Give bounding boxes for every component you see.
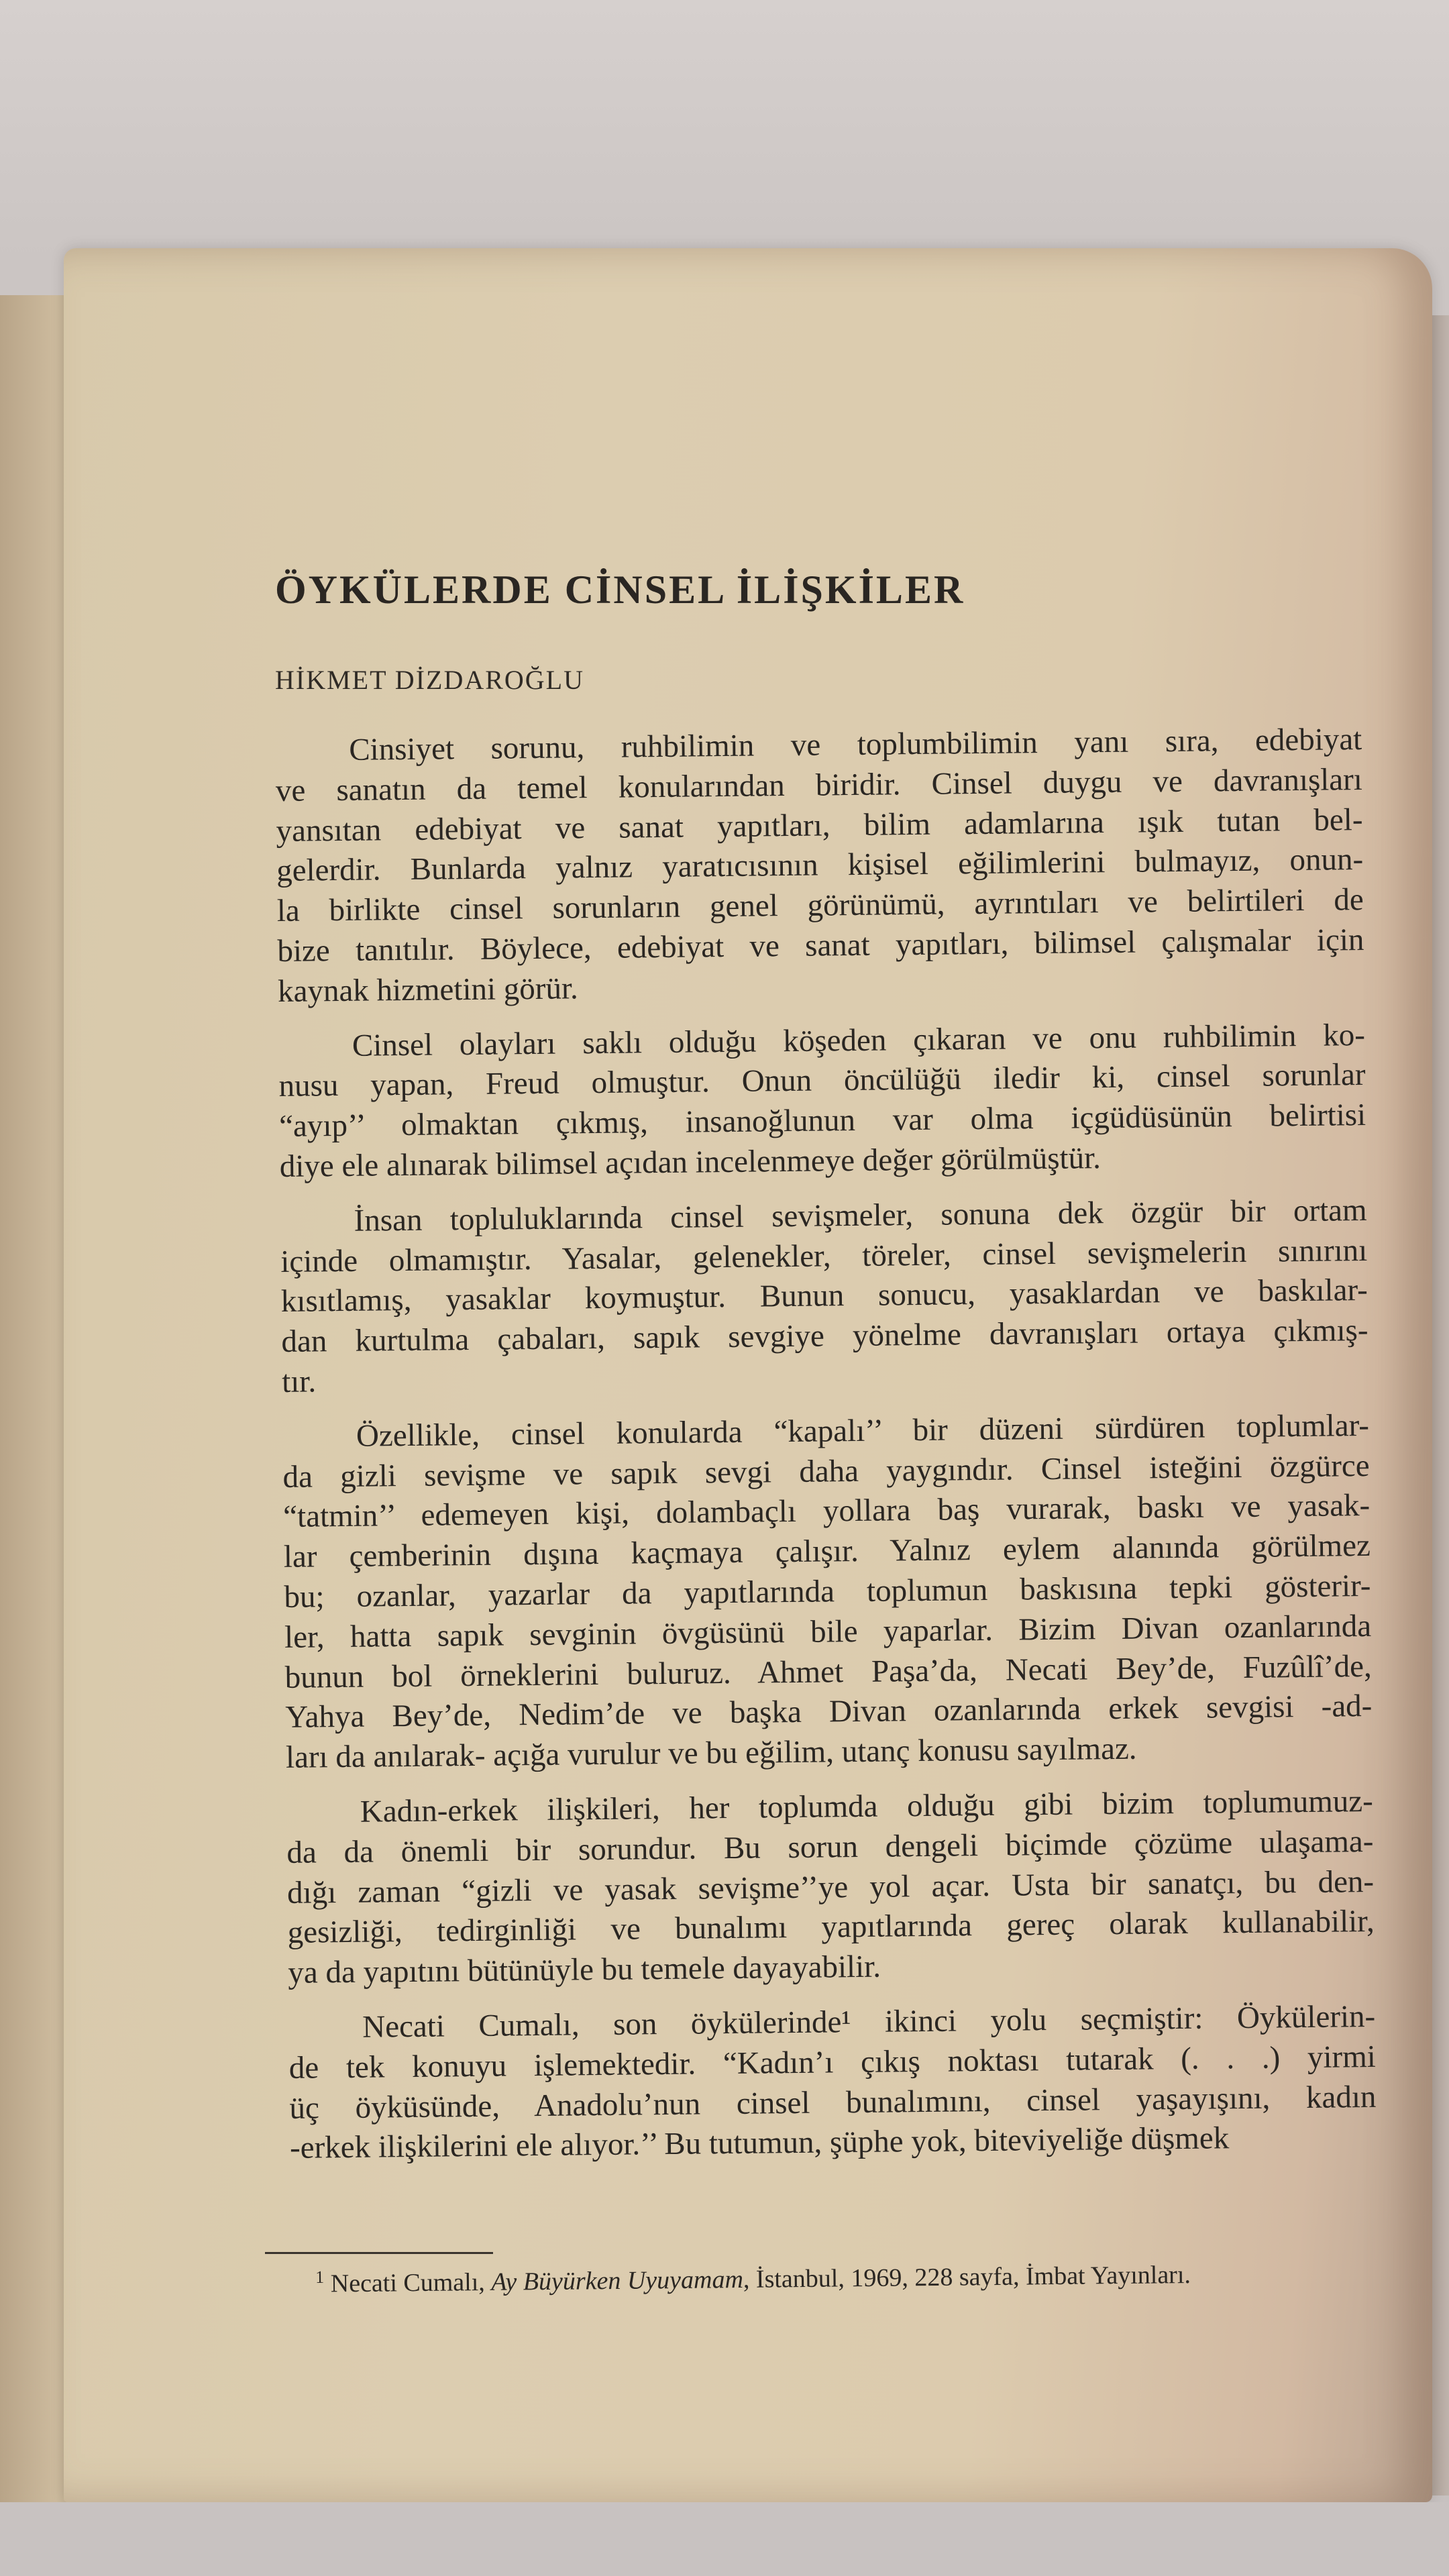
text-line: ya da yapıtını bütünüyle bu temele dayayabilir. (288, 1949, 881, 1991)
text-line: Necati Cumalı, son öykülerinde¹ ikinci yolu seçmiştir: Öykülerin- (362, 1998, 1376, 2045)
text-line: ları da anılarak- açığa vurulur ve bu eğilim, utanç konusu sayılmaz. (285, 1731, 1137, 1776)
text-line: ler, hatta sapık sevginin övgüsünü bile yaparlar. Bizim Divan ozanlarında (284, 1608, 1372, 1655)
footnote-suffix: , İstanbul, 1969, 228 sayfa, İmbat Yayınları. (743, 2260, 1191, 2294)
text-line: gesizliği, tedirginliği ve bunalımı yapıtlarında gereç olarak kullanabilir, (287, 1904, 1375, 1951)
article-author: HİKMET DİZDAROĞLU (275, 665, 584, 695)
text-line: de tek konuyu işlemektedir. “Kadın’ı çıkış noktası tutarak (. . .) yirmi (288, 2039, 1377, 2086)
text-line: dığı zaman “gizli ve yasak sevişme’’ye yol açar. Usta bir sanatçı, bu den- (286, 1864, 1375, 1911)
paragraph (280, 1191, 1368, 1403)
text-line: gelerdir. Bunlarda yalnız yaratıcısının kişisel eğilimlerini bulmayız, onun- (276, 842, 1364, 889)
text-line: nusu yapan, Freud olmuştur. Onun öncülüğü iledir ki, cinsel sorunlar (278, 1057, 1366, 1104)
text-line: diye ele alınarak bilimsel açıdan incelenmeye değer görülmüştür. (279, 1140, 1102, 1184)
text-line: tır. (281, 1364, 317, 1399)
text-line: yansıtan edebiyat ve sanat yapıtları, bilim adamlarına ışık tutan bel- (276, 802, 1363, 849)
article-title: ÖYKÜLERDE CİNSEL İLİŞKİLER (275, 568, 965, 612)
text-line: bu; ozanlar, yazarlar da yapıtlarında toplumun baskısına tepki gösterir- (284, 1568, 1371, 1615)
text-line: içinde olmamıştır. Yasalar, gelenekler, töreler, cinsel sevişmelerin sınırını (280, 1232, 1368, 1279)
text-line: bunun bol örneklerini buluruz. Ahmet Paşa’da, Necati Bey’de, Fuzûlî’de, (284, 1648, 1372, 1695)
footnote-prefix: Necati Cumalı, (330, 2267, 492, 2298)
footnote-marker: 1 (315, 2267, 325, 2287)
paragraph (282, 1406, 1373, 1778)
footnote-divider (265, 2252, 493, 2254)
text-line: Özellikle, cinsel konularda “kapalı’’ bir düzeni sürdüren toplumlar- (356, 1407, 1370, 1454)
text-line: kısıtlamış, yasaklar koymuştur. Bunun sonucu, yasaklardan ve baskılar- (280, 1273, 1368, 1320)
paragraph (286, 1782, 1375, 1994)
text-line: üç öyküsünde, Anadolu’nun cinsel bunalımını, cinsel yaşayışını, kadın (289, 2079, 1377, 2126)
text-line: la birlikte cinsel sorunların genel görünümü, ayrıntıları ve belirtileri de (276, 882, 1364, 929)
text-line: dan kurtulma çabaları, sapık sevgiye yönelme davranışları ortaya çıkmış- (281, 1313, 1368, 1360)
text-line: “tatmin’’ edemeyen kişi, dolambaçlı yollara baş vurarak, baskı ve yasak- (282, 1488, 1371, 1535)
article-body (275, 720, 1377, 2184)
background-bottom (0, 2502, 1449, 2576)
text-line: da gizli sevişme ve sapık sevgi daha yaygındır. Cinsel isteğini özgürce (282, 1448, 1370, 1495)
text-line: “ayıp’’ olmaktan çıkmış, insanoğlunun var olma içgüdüsünün belirtisi (278, 1097, 1366, 1144)
paragraph (288, 1997, 1377, 2169)
text-line: Cinsel olayları saklı olduğu köşeden çıkaran ve onu ruhbilimin ko- (352, 1017, 1366, 1063)
text-line: Kadın-erkek ilişkileri, her toplumda olduğu gibi bizim toplumumuz- (360, 1783, 1374, 1829)
text-line: da da önemli bir sorundur. Bu sorun dengeli biçimde çözüme ulaşama- (286, 1823, 1374, 1870)
text-line: Yahya Bey’de, Nedim’de ve başka Divan ozanlarında erkek sevgisi -ad- (285, 1688, 1373, 1735)
text-line: İnsan topluluklarında cinsel sevişmeler, sonuna dek özgür bir ortam (354, 1192, 1367, 1238)
text-line: Cinsiyet sorunu, ruhbilimin ve toplumbilimin yanı sıra, edebiyat (349, 722, 1362, 767)
text-line: ve sanatın da temel konularından biridir. Cinsel duygu ve davranışları (275, 761, 1363, 808)
text-line: -erkek ilişkilerini ele alıyor.’’ Bu tutumun, şüphe yok, biteviyeliğe düşmek (289, 2121, 1230, 2166)
paragraph (278, 1016, 1366, 1187)
paragraph (275, 720, 1364, 1012)
text-line: kaynak hizmetini görür. (277, 971, 579, 1009)
footnote-book-title: Ay Büyürken Uyuyamam (491, 2265, 744, 2296)
text-line: lar çemberinin dışına kaçmaya çalışır. Yalnız eylem alanında görülmez (283, 1528, 1371, 1575)
text-line: bize tanıtılır. Böylece, edebiyat ve sanat yapıtları, bilimsel çalışmalar için (277, 922, 1364, 969)
